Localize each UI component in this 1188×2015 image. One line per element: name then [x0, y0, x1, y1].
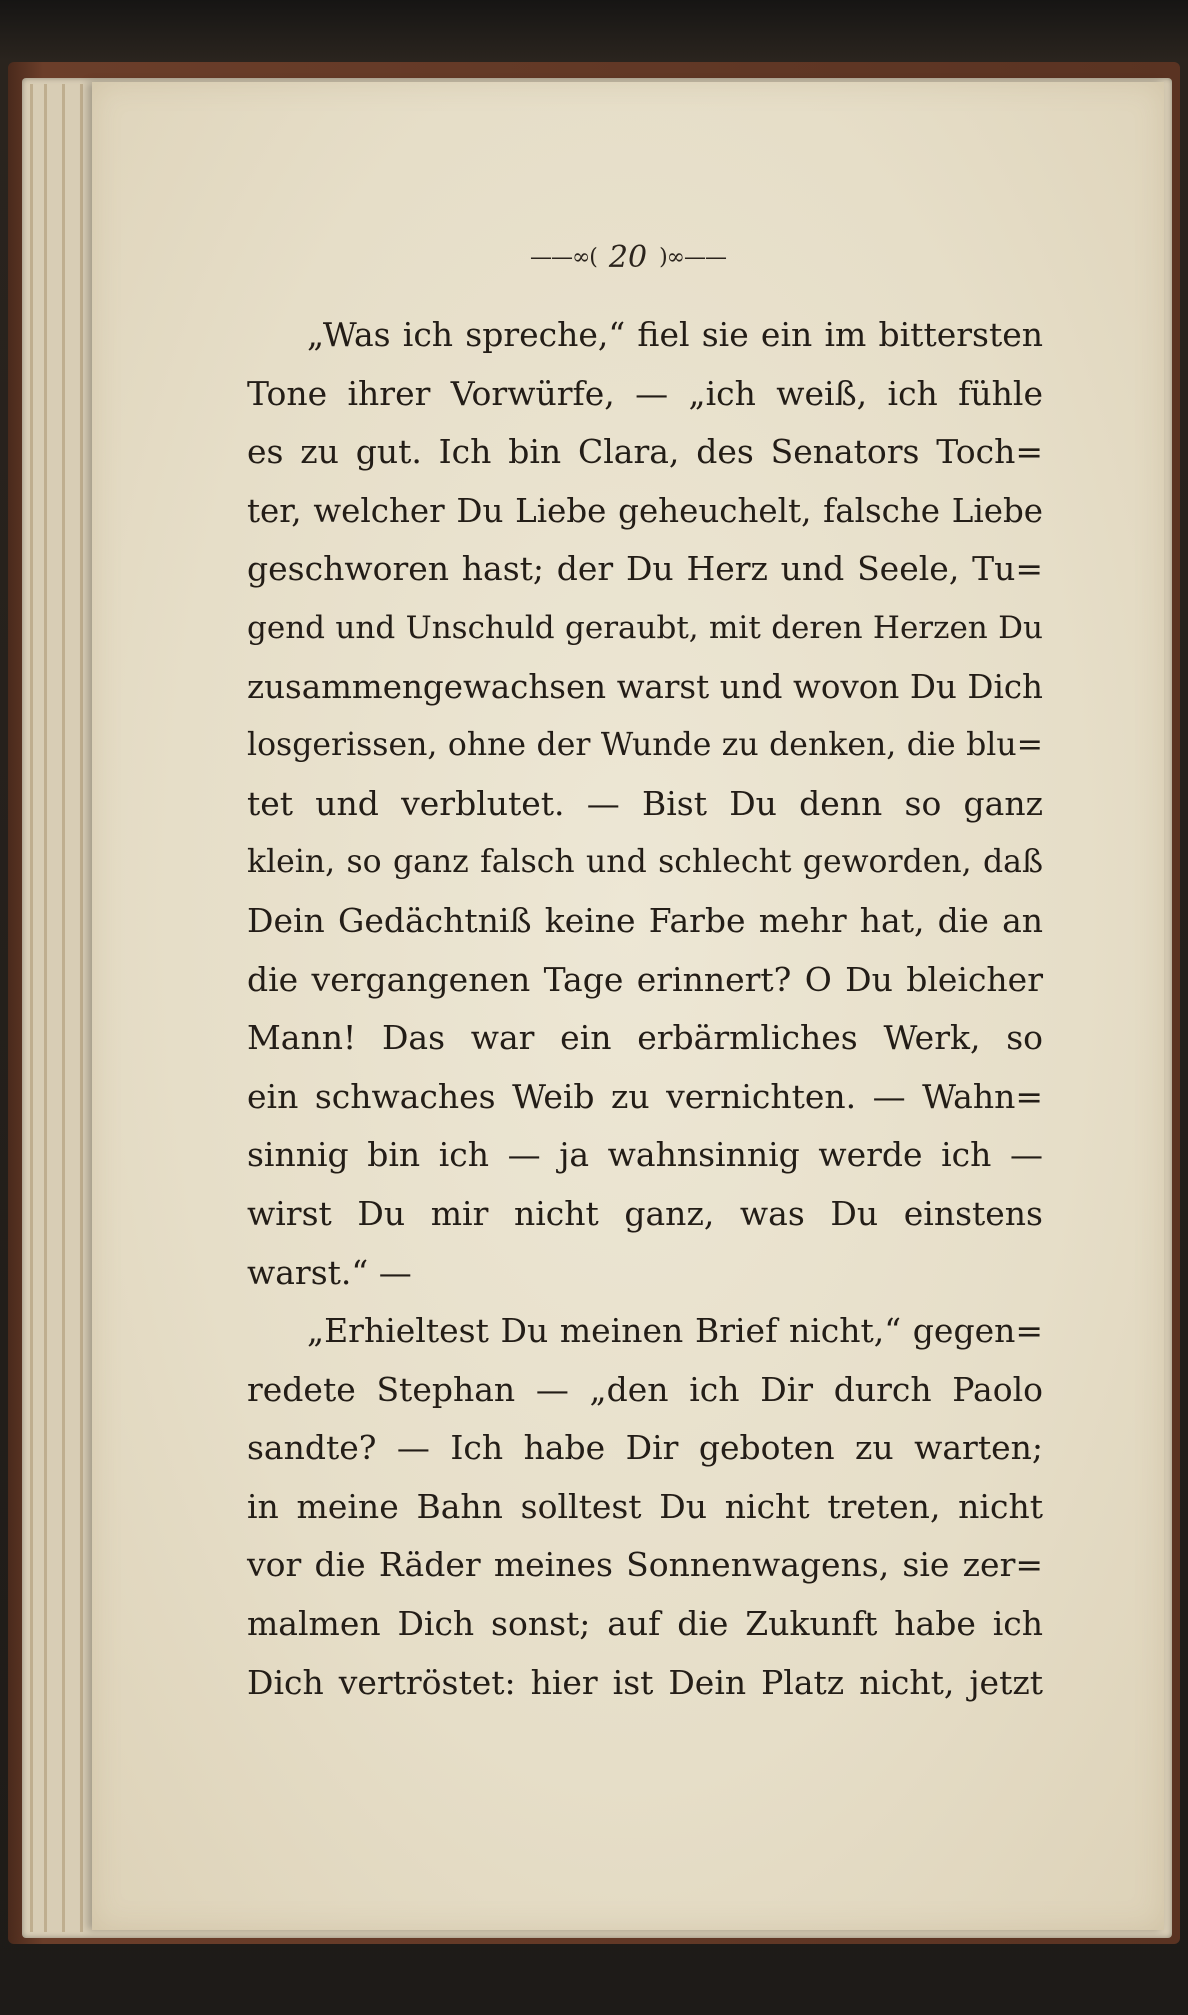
text-line: redete Stephan — „den ich Dir durch Paolo: [247, 1369, 1043, 1409]
page-edge: [44, 84, 47, 1932]
text-line: die vergangenen Tage erinnert? O Du bleicher: [247, 959, 1043, 999]
text-line: warst.“ —: [247, 1252, 412, 1292]
text-line: geschworen hast; der Du Herz und Seele, Tu=: [247, 549, 1043, 589]
text-line: Dich vertröstet: hier ist Dein Platz nicht, jetzt: [247, 1662, 1043, 1702]
page-header: [92, 240, 1164, 275]
text-line: gend und Unschuld geraubt, mit deren Herzen Du: [247, 609, 1043, 646]
ornament-left: ——∞(: [529, 245, 597, 270]
text-line: „Erhieltest Du meinen Brief nicht,“ gegen=: [307, 1311, 1043, 1351]
page-edge: [30, 84, 33, 1932]
text-line: in meine Bahn solltest Du nicht treten, nicht: [247, 1486, 1043, 1526]
text-line: sandte? — Ich habe Dir geboten zu warten;: [247, 1428, 1043, 1468]
page-edge: [80, 84, 83, 1932]
text-line: ter, welcher Du Liebe geheuchelt, falsche Liebe: [247, 491, 1043, 530]
text-line: losgerissen, ohne der Wunde zu denken, die blu=: [247, 727, 1043, 764]
page-number: 20: [608, 240, 648, 275]
text-line: Dein Gedächtniß keine Farbe mehr hat, die an: [247, 900, 1043, 940]
book-page: [92, 82, 1164, 1930]
text-line: „Was ich spreche,“ fiel sie ein im bittersten: [307, 315, 1043, 354]
text-line: Mann! Das war ein erbärmliches Werk, so: [247, 1018, 1043, 1058]
text-line: es zu gut. Ich bin Clara, des Senators Toch=: [247, 432, 1043, 472]
text-line: wirst Du mir nicht ganz, was Du einstens: [247, 1193, 1043, 1233]
text-line: malmen Dich sonst; auf die Zukunft habe ich: [247, 1604, 1043, 1644]
body-text: [247, 306, 1043, 1712]
page-edge: [62, 84, 65, 1932]
text-line: ein schwaches Weib zu vernichten. — Wahn=: [247, 1076, 1043, 1116]
text-line: tet und verblutet. — Bist Du denn so ganz: [247, 783, 1043, 823]
text-line: vor die Räder meines Sonnenwagens, sie zer=: [247, 1545, 1043, 1585]
text-line: klein, so ganz falsch und schlecht geworden, daß: [247, 844, 1043, 881]
text-line: sinnig bin ich — ja wahnsinnig werde ich —: [247, 1135, 1043, 1175]
text-line: zusammengewachsen warst und wovon Du Dich: [247, 667, 1043, 706]
ornament-right: )∞——: [659, 245, 727, 270]
text-line: Tone ihrer Vorwürfe, — „ich weiß, ich fühle: [247, 373, 1043, 413]
